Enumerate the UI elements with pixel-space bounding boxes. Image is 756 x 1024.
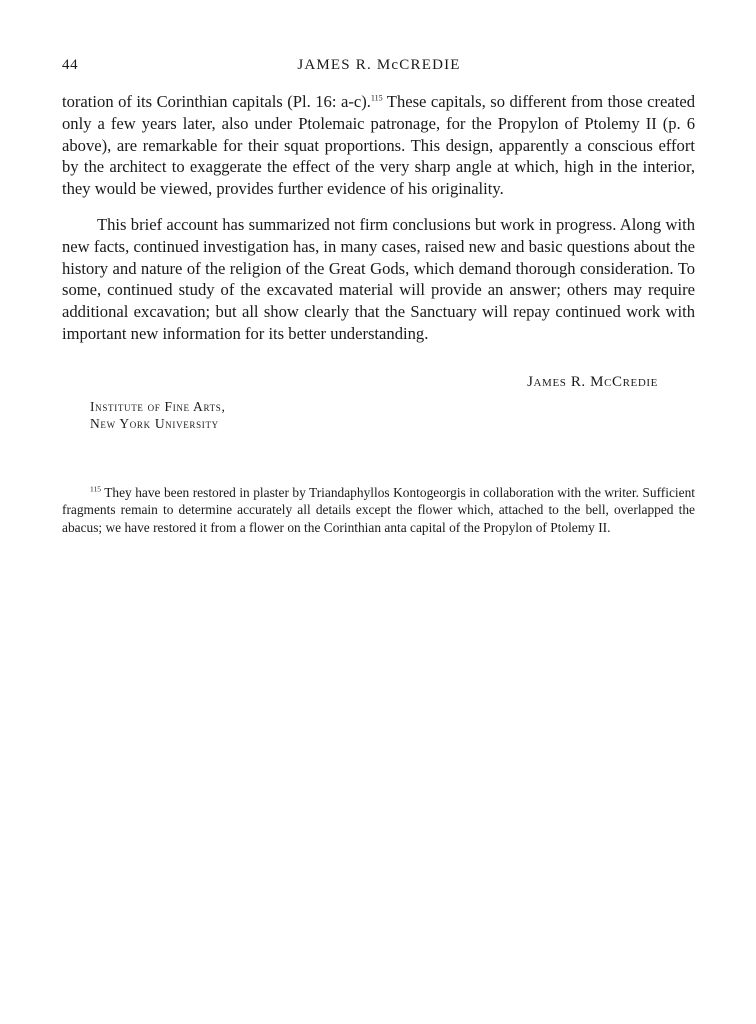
footnote-text: They have been restored in plaster by Triandaphyllos Kontogeorgis in collaboration with the writer. Sufficient fragments remain to determine accurately all details except the flower which, attached to the bell, overlapped the abacus; we have restored it from a flower on the Corinthian anta capital of the Propylon of Ptolemy II. [62,485,695,535]
affiliation-line-1: Institute of Fine Arts, [90,399,226,414]
footnote-115 [62,484,695,536]
paragraph-2: This brief account has summarized not firm conclusions but work in progress. Along with new facts, continued investigation has, in many cases, raised new and basic questions about the history and nature of the religion of the Great Gods, which demand thorough consideration. To some, continued study of the excavated material will provide an answer; others may require additional excavation; but all show clearly that the Sanctuary will repay continued work with important new information for its better understanding. [62,214,695,343]
author-signature: James R. McCredie [527,374,658,390]
paragraph-1-text-b: These capitals, so different from those created only a few years later, also under Ptolemaic patronage, for the Propylon of Ptolemy II (p. 6 above), are remarkable for their squat proportions. This design, apparently a conscious effort by the architect to exaggerate the effect of the very sharp angle at which, high in the interior, they would be viewed, provides further evidence of his originality. [62,92,695,199]
paragraph-1 [62,91,695,200]
footnote-number: 115 [90,484,101,494]
affiliation-line-2: New York University [90,416,219,431]
author-affiliation [90,398,226,432]
body-text [62,91,695,345]
running-title: JAMES R. McCREDIE [297,57,461,73]
footnote-reference-115: 115 [370,93,383,103]
page-number: 44 [62,57,79,73]
paragraph-1-text-a: toration of its Corinthian capitals (Pl. 16: a-c). [62,92,371,111]
running-head [62,57,696,79]
